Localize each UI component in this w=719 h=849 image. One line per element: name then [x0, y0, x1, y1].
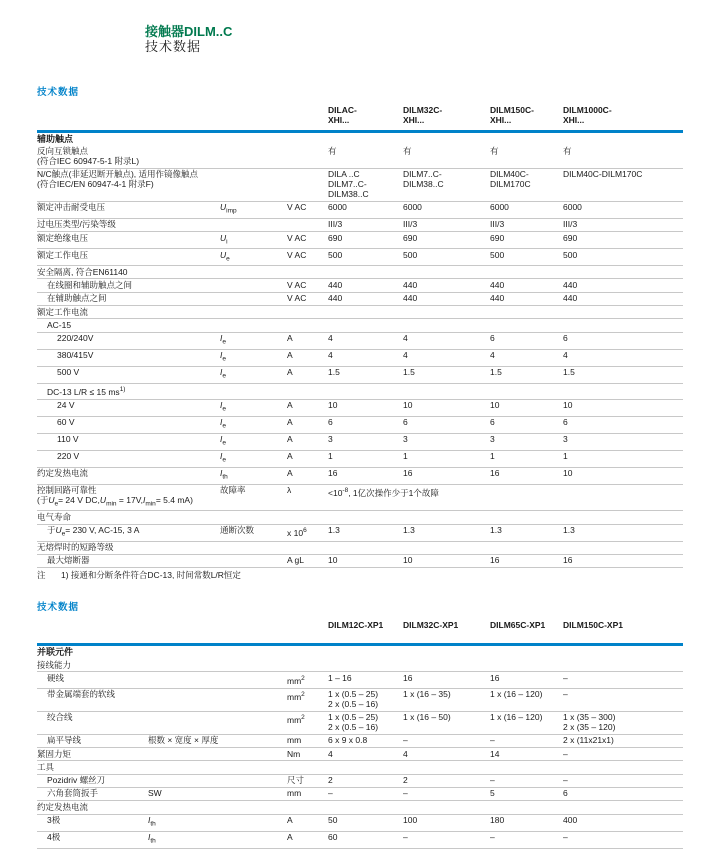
value-cell: 10 [490, 400, 500, 411]
value-cell: 16 [490, 468, 500, 479]
value-cell-span: $<10^{-8}$, 1亿次操作少于1个故障 [328, 487, 439, 498]
group-row [37, 384, 683, 400]
unit-cell: mm [287, 735, 302, 746]
value-cell: III/3 [403, 219, 418, 230]
value-cell: 3 [563, 434, 568, 445]
value-cell: 6 [563, 333, 568, 344]
value-cell: 1 – 16 [328, 672, 352, 683]
value-cell: 4 [328, 350, 333, 361]
column-header: DILM65C-XP1 [490, 620, 546, 631]
value-cell: – [403, 832, 408, 843]
footnote-text: 1) 接通和分断条件符合DC-13, 时间常数L/R恒定 [61, 570, 241, 581]
value-cell: 1.3 [403, 525, 415, 536]
value-cell: – [563, 672, 568, 683]
column-header: DILM150C-XP1 [563, 620, 623, 631]
table-row [37, 735, 683, 748]
value-cell: 2 x (11x21x1) [563, 735, 614, 746]
value-cell: 690 [563, 232, 578, 243]
footnote-marker: 注 [37, 570, 46, 581]
value-cell: 500 [328, 249, 343, 260]
row-label: 紧固力矩 [37, 748, 72, 759]
value-cell: 16 [403, 468, 413, 479]
value-cell: 6 [490, 333, 495, 344]
value-cell: 440 [563, 279, 578, 290]
value-cell: 500 [490, 249, 505, 260]
value-cell: 16 [490, 672, 500, 683]
row-label: 60 V [57, 417, 75, 428]
unit-cell: $mm^2$ [287, 674, 305, 686]
value-cell: 1.3 [328, 525, 340, 536]
unit-cell: 尺寸 [287, 775, 305, 786]
unit-cell: A [287, 832, 293, 843]
table-row [37, 468, 683, 485]
value-cell: 有 [490, 146, 499, 157]
value-cell: – [490, 735, 495, 746]
unit-cell: x $10^6$ [287, 527, 307, 539]
value-cell: 180 [490, 815, 505, 826]
row-label: 控制回路可靠性 (于$U_e= 24$ V $DC,U_{min} = 17V,I_{min}= 5.4$ mA) [37, 485, 193, 508]
value-cell: 1 x (16 – 120) [490, 712, 543, 723]
row-label: 工具 [37, 761, 55, 772]
unit-cell: V AC [287, 279, 307, 290]
table-row [37, 815, 683, 832]
value-cell: 400 [563, 815, 578, 826]
table-row [37, 249, 683, 266]
table-row [37, 333, 683, 350]
symbol-cell: 根数 × 宽度 × 厚度 [148, 735, 219, 746]
column-header: DILM32C- XHI... [403, 105, 443, 125]
row-label: N/C触点(非延迟断开触点), 适用作镜像触点 (符合IEC/EN 60947-4-1 附录F) [37, 169, 199, 190]
value-cell: 6000 [490, 202, 509, 213]
symbol-cell: $I_e$ [220, 367, 226, 380]
unit-cell: A [287, 468, 293, 479]
value-cell: 1 x (35 – 300) 2 x (35 – 120) [563, 712, 616, 732]
unit-cell: A [287, 451, 293, 462]
value-cell: 6 [563, 417, 568, 428]
group-row [37, 306, 683, 319]
unit-cell: A gL [287, 555, 305, 566]
value-cell: 440 [490, 293, 505, 304]
value-cell: 1 x (16 – 120) [490, 689, 543, 700]
value-cell: 1.3 [563, 525, 575, 536]
value-cell: 6 [403, 417, 408, 428]
value-cell: 1 x (16 – 50) [403, 712, 451, 723]
column-header: DILM150C- XHI... [490, 105, 534, 125]
unit-cell: V AC [287, 232, 307, 243]
unit-cell: $mm^2$ [287, 714, 305, 725]
table-header-row [37, 106, 683, 130]
table-row [37, 775, 683, 788]
value-cell: 440 [403, 279, 418, 290]
row-label: 额定绝缘电压 [37, 232, 89, 243]
value-cell: 2 [328, 775, 333, 786]
value-cell: 6000 [403, 202, 422, 213]
header-rule [37, 643, 683, 646]
table-row [37, 672, 683, 688]
value-cell: III/3 [328, 219, 343, 230]
table-row [37, 451, 683, 468]
value-cell: 440 [328, 293, 343, 304]
row-label: 硬线 [47, 672, 65, 683]
column-header: DILAC- XHI... [328, 105, 357, 125]
value-cell: 690 [403, 232, 418, 243]
value-cell: – [490, 832, 495, 843]
value-cell: – [563, 775, 568, 786]
table-row [37, 712, 683, 735]
group-row [37, 659, 683, 672]
unit-cell: V AC [287, 202, 307, 213]
row-label: 绞合线 [47, 712, 73, 723]
row-label: 220 V [57, 451, 80, 462]
value-cell: – [563, 748, 568, 759]
table-row [37, 232, 683, 249]
section-technical-data-1 [37, 84, 683, 581]
value-cell: 5 [490, 788, 495, 799]
value-cell: 3 [490, 434, 495, 445]
row-label: 于$U_e= 230$ V, AC-15, 3 A [47, 525, 140, 538]
value-cell: 10 [403, 555, 413, 566]
symbol-cell: $I_e$ [220, 451, 226, 464]
value-cell: 6 x 9 x 0.8 [328, 735, 368, 746]
row-label: 3极 [47, 815, 61, 826]
unit-cell: mm [287, 788, 302, 799]
value-cell: 4 [403, 748, 408, 759]
value-cell: – [403, 735, 408, 746]
value-cell: 500 [403, 249, 418, 260]
value-cell: 1.5 [490, 367, 502, 378]
column-header: DILM1000C- XHI... [563, 105, 612, 125]
symbol-cell: $I_{th}$ [148, 832, 156, 845]
row-label: 过电压类型/污染等级 [37, 219, 116, 230]
data-table-contactors [37, 106, 683, 581]
header-rule [37, 130, 683, 133]
value-cell: 440 [563, 293, 578, 304]
value-cell: 440 [403, 293, 418, 304]
row-label: 六角套筒扳手 [47, 788, 99, 799]
table-row [37, 525, 683, 542]
value-cell: 4 [328, 333, 333, 344]
unit-cell: A [287, 350, 293, 361]
unit-cell: $mm^2$ [287, 691, 305, 702]
unit-cell: A [287, 417, 293, 428]
unit-cell: Nm [287, 748, 301, 759]
table-row [37, 293, 683, 306]
unit-cell: A [287, 400, 293, 411]
row-label: 220/240V [57, 333, 94, 344]
value-cell: 16 [328, 468, 338, 479]
section-title: 技术数据 [37, 602, 80, 614]
unit-cell: A [287, 434, 293, 445]
table-row [37, 485, 683, 512]
group-row [37, 319, 683, 332]
group-row [37, 761, 683, 774]
value-cell: 1 [328, 451, 333, 462]
value-cell: – [403, 788, 408, 799]
row-label: 额定冲击耐受电压 [37, 202, 106, 213]
symbol-cell: SW [148, 788, 162, 799]
table-row [37, 832, 683, 849]
table-row [37, 689, 683, 712]
unit-cell: A [287, 815, 293, 826]
data-table-parallel-elements [37, 621, 683, 848]
value-cell: 2 [403, 775, 408, 786]
table-row [37, 434, 683, 451]
section-technical-data-2 [37, 599, 683, 848]
symbol-cell: 通断次数 [220, 525, 255, 536]
row-label: 380/415V [57, 350, 94, 361]
value-cell: – [490, 775, 495, 786]
value-cell: 有 [563, 146, 572, 157]
row-label: 无熔焊时的短路等级 [37, 542, 114, 553]
value-cell: DILM40C- DILM170C [490, 169, 531, 190]
value-cell: 10 [328, 400, 338, 411]
value-cell: 1.5 [563, 367, 575, 378]
column-header: DILM12C-XP1 [328, 620, 384, 631]
value-cell: 有 [403, 146, 412, 157]
table-row [37, 202, 683, 219]
value-cell: 10 [403, 400, 413, 411]
value-cell: 4 [328, 748, 333, 759]
value-cell: 4 [403, 333, 408, 344]
value-cell: 6 [490, 417, 495, 428]
row-label: 额定工作电流 [37, 306, 89, 317]
row-label: 在辅助触点之间 [47, 293, 107, 304]
symbol-cell: $U_{imp}$ [220, 202, 237, 216]
unit-cell: A [287, 367, 293, 378]
value-cell: 60 [328, 832, 338, 843]
symbol-cell: $I_e$ [220, 333, 226, 346]
table-row [37, 367, 683, 384]
value-cell: 6000 [563, 202, 582, 213]
symbol-cell: $U_e$ [220, 249, 230, 263]
table-row [37, 279, 683, 292]
value-cell: 6000 [328, 202, 347, 213]
value-cell: 1 [563, 451, 568, 462]
value-cell: 10 [563, 468, 573, 479]
value-cell: 10 [328, 555, 338, 566]
group-row [37, 542, 683, 555]
value-cell: 1 x (0.5 – 25) 2 x (0.5 – 16) [328, 712, 379, 732]
value-cell: – [328, 788, 333, 799]
value-cell: 4 [490, 350, 495, 361]
group-row [37, 647, 683, 659]
row-label: 接线能力 [37, 659, 72, 670]
column-header: DILM32C-XP1 [403, 620, 459, 631]
page-subtitle: 技术数据 [145, 39, 202, 54]
value-cell: 16 [403, 672, 413, 683]
row-label: 500 V [57, 367, 80, 378]
row-label: 额定工作电压 [37, 249, 89, 260]
value-cell: 440 [328, 279, 343, 290]
table-row [37, 219, 683, 232]
value-cell: 440 [490, 279, 505, 290]
row-label: 110 V [57, 434, 79, 445]
row-label: 约定发热电流 [37, 468, 89, 479]
table-row [37, 400, 683, 417]
table-row [37, 169, 683, 202]
value-cell: 有 [328, 146, 337, 157]
value-cell: 1.3 [490, 525, 502, 536]
symbol-cell: $I_{th}$ [220, 468, 228, 481]
value-cell: 500 [563, 249, 578, 260]
row-label: 在线圈和辅助触点之间 [47, 279, 133, 290]
row-label: Pozidriv 螺丝刀 [47, 775, 106, 786]
value-cell: 14 [490, 748, 500, 759]
row-label: 并联元件 [37, 647, 74, 658]
value-cell: 4 [563, 350, 568, 361]
unit-cell: A [287, 333, 293, 344]
value-cell: DILM40C-DILM170C [563, 169, 643, 180]
value-cell: DILM7..C- DILM38..C [403, 169, 444, 190]
value-cell: 1 x (0.5 – 25) 2 x (0.5 – 16) [328, 689, 379, 709]
value-cell: 1.5 [328, 367, 340, 378]
value-cell: 100 [403, 815, 418, 826]
value-cell: 1.5 [403, 367, 415, 378]
row-label: AC-15 [47, 319, 72, 330]
value-cell: 3 [403, 434, 408, 445]
table-row [37, 748, 683, 761]
row-label: 带金属端套的软线 [47, 689, 116, 700]
table-row [37, 350, 683, 367]
row-label: DC-13 L/R ≤ 15 $ms^{1)}$ [47, 386, 126, 397]
value-cell: 690 [328, 232, 343, 243]
value-cell: III/3 [563, 219, 578, 230]
row-label: 电气寿命 [37, 511, 72, 522]
table-row [37, 146, 683, 169]
table-row [37, 555, 683, 568]
value-cell: 1 [403, 451, 408, 462]
row-label: 约定发热电流 [37, 801, 89, 812]
value-cell: 6 [563, 788, 568, 799]
table-header-row [37, 621, 683, 643]
value-cell: DILA ..C DILM7..C- DILM38..C [328, 169, 369, 200]
value-cell: 4 [403, 350, 408, 361]
symbol-cell: $I_e$ [220, 417, 226, 430]
unit-cell: V AC [287, 249, 307, 260]
page-content [37, 84, 683, 849]
unit-cell: λ [287, 485, 292, 496]
symbol-cell: 故障率 [220, 485, 246, 496]
group-row [37, 511, 683, 524]
group-row [37, 801, 683, 814]
symbol-cell: $U_i$ [220, 232, 228, 246]
value-cell: III/3 [490, 219, 505, 230]
row-label: 反向互锁触点 (符合IEC 60947-5-1 附录L) [37, 146, 140, 167]
document-title-block [145, 24, 232, 54]
row-label: 辅助触点 [37, 134, 74, 145]
symbol-cell: $I_e$ [220, 400, 226, 413]
value-cell: – [563, 689, 568, 700]
group-row [37, 266, 683, 279]
row-label: 扁平导线 [47, 735, 82, 746]
value-cell: 1 [490, 451, 495, 462]
table-row [37, 417, 683, 434]
value-cell: 690 [490, 232, 505, 243]
section-title: 技术数据 [37, 87, 80, 98]
value-cell: 3 [328, 434, 333, 445]
value-cell: 16 [490, 555, 500, 566]
symbol-cell: $I_e$ [220, 434, 226, 447]
value-cell: 16 [563, 555, 573, 566]
symbol-cell: $I_{th}$ [148, 815, 156, 828]
page-title: 接触器DILM..C [145, 24, 233, 39]
group-row [37, 134, 683, 146]
value-cell: – [563, 832, 568, 843]
row-label: 4极 [47, 832, 61, 843]
footnote-row [37, 568, 683, 581]
row-label: 24 V [57, 400, 75, 411]
row-label: 最大熔断器 [47, 555, 90, 566]
row-label: 安全隔离, 符合EN61140 [37, 266, 128, 277]
table-row [37, 788, 683, 801]
value-cell: 1 x (16 – 35) [403, 689, 451, 700]
value-cell: 6 [328, 417, 333, 428]
unit-cell: V AC [287, 293, 307, 304]
value-cell: 10 [563, 400, 573, 411]
value-cell: 50 [328, 815, 338, 826]
symbol-cell: $I_e$ [220, 350, 226, 363]
